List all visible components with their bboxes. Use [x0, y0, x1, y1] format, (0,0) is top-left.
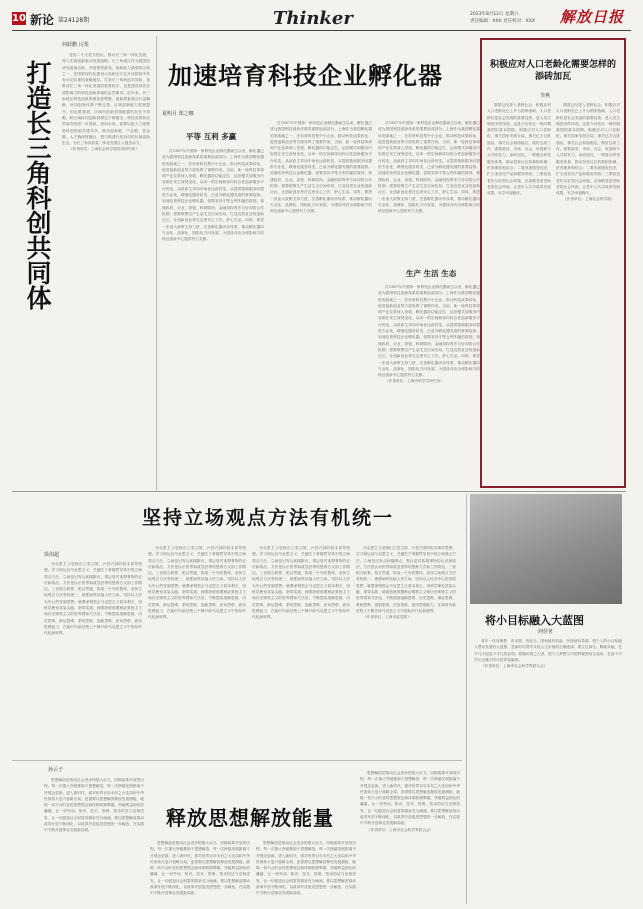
main-body-col-3: 自1987年中国第一家科技企业孵化器诞生以来，孵化器已成为我国科技创新体系的重要组成部分。上海作为我国孵化器的发源地之一，在培育科技型中小企业、推动科技成果转化、促进创新创业等方面发挥了重要作用。当前，新一轮科技革命和产业变革深入发展，孵化器的功能定位、运营模式和服务内容都在发生深刻变化。从单一的空间载体向综合性创新服务平台转变，从政府主导向市场化运营转变，从提供基础服务向提供专业化、精细化服务转变，已成为孵化器发展的重要趋势。加速培育科技企业孵化器，需要坚持平等互利多赢的原则，构建政府、企业、高校、科研院所、金融机构等多方协同的合作机制；需要统筹生产生活生态空间布局，打造宜居宜业的创新社区，让创新创业者在这里安心工作、舒心生活。同时，要进一步加大政策支持力度，完善孵化器评价体系，推动孵化器向专业化、品牌化、国际化方向发展，为建设具有全球影响力的科技创新中心提供有力支撑。: [378, 121, 480, 214]
release-body-col-1: 思想解放是推动社会进步的强大动力。回顾改革开放的历程，每一次重大突破都源于思想解放，每一次跨越发展都离不开观念更新。进入新时代，面对世界百年未有之大变局和中华民族伟大复兴战略全局，更需要以思想解放释放发展潜能，破除一切不合时宜的思想观念和体制机制弊端，突破利益固化的藩篱，让一切劳动、知识、技术、管理、资本的活力竞相迸发，让一切创造社会财富的源泉充分涌流。要以思想解放推动改革开放不断深化，以改革开放促进思想进一步解放，在实践中不断开创事业发展新局面。: [44, 778, 144, 833]
page-number-badge: 10: [12, 13, 26, 24]
release-body-col-4: 思想解放是推动社会进步的强大动力。回顾改革开放的历程，每一次重大突破都源于思想解放，每一次跨越发展都离不开观念更新。进入新时代，面对世界百年未有之大变局和中华民族伟大复兴战略全局，更需要以思想解放释放发展潜能，破除一切不合时宜的思想观念和体制机制弊端，突破利益固化的藩篱，让一切劳动、知识、技术、管理、资本的活力竞相迸发，让一切创造社会财富的源泉充分涌流。要以思想解放推动改革开放不断深化，以改革开放促进思想进一步解放，在实践中不断开创事业发展新局面。 （作者单位：上海市社会科学界联合会）: [360, 771, 460, 832]
column-divider-right: [466, 494, 467, 904]
newspaper-logo: 解放日报: [560, 8, 625, 26]
platform-article-body: 青年一代有理想、有本领、有担当，国家就有前途，民族就有希望。把个人的小目标融入国家发展的大蓝图，是新时代青年实现人生价值的正确选择。要立足岗位、脚踏实地，在平凡中创造不平凡的业绩；要胸怀国之大者，把个人梦想与中国梦紧密结合起来，在奋斗中书写无愧于时代的青春篇章。 （作者单位：上海市社会科学界联合会）: [474, 639, 622, 669]
stance-body-col-2: 马克思主义是我们立党立国、兴党兴国的根本指导思想。学习和运用马克思主义，关键在于掌握贯穿其中的立场观点方法。立场是出发点和落脚点，观点是对客观事物的认识和看法，方法是认识世界和改造世界的思维方式和工作路径。三者相互联系、相互贯通，构成一个有机整体。坚持立场观点方法有机统一，就要始终站稳人民立场，坚持以人民为中心的发展思想；就要深刻领会马克思主义基本观点，用科学理论武装头脑、指导实践；就要熟练掌握辩证唯物主义和历史唯物主义的世界观和方法论，不断提高战略思维、历史思维、辩证思维、系统思维、创新思维、法治思维、底线思维能力，在新时代新征程上不断开辟马克思主义中国化时代化新境界。: [148, 546, 246, 620]
stance-article-title: 坚持立场观点方法有机统一: [142, 507, 395, 529]
main-subhead-2: 生产 生活 生态: [406, 269, 457, 278]
main-body-col-3b: 自1987年中国第一家科技企业孵化器诞生以来，孵化器已成为我国科技创新体系的重要组成部分。上海作为我国孵化器的发源地之一，在培育科技型中小企业、推动科技成果转化、促进创新创业等方面发挥了重要作用。当前，新一轮科技革命和产业变革深入发展，孵化器的功能定位、运营模式和服务内容都在发生深刻变化。从单一的空间载体向综合性创新服务平台转变，从政府主导向市场化运营转变，从提供基础服务向提供专业化、精细化服务转变，已成为孵化器发展的重要趋势。加速培育科技企业孵化器，需要坚持平等互利多赢的原则，构建政府、企业、高校、科研院所、金融机构等多方协同的合作机制；需要统筹生产生活生态空间布局，打造宜居宜业的创新社区，让创新创业者在这里安心工作、舒心生活。同时，要进一步加大政策支持力度，完善孵化器评价体系，推动孵化器向专业化、品牌化、国际化方向发展，为建设具有全球影响力的科技创新中心提供有力支撑。 （作者单位：上海市科学学研究所）: [378, 285, 480, 384]
right-body-col-2: 我国已经进入老龄社会，积极应对人口老龄化已上升为国家战略。人口老龄化是社会发展的重要趋势，是人类文明进步的体现，也是今后较长一段时期我国的基本国情。积极应对人口老龄化，事关国家发展全局，事关亿万百姓福祉，事关社会和谐稳定。做好这项工作，需要政府、市场、社会、家庭和个人共同发力，添砖加瓦。一要健全养老服务体系，推动居家社区机构相协调、医养康养相结合；二要发展银发经济，扩大适老化产品和服务供给；三要营造老年友好型社会环境，弘扬敬老爱老助老的社会风尚，让老年人共享改革发展成果，安享幸福晚年。 （作者单位：上海社会科学院）: [556, 103, 620, 202]
header-date: 2023年8月12日 星期六: [470, 12, 519, 17]
main-article-title: 加速培育科技企业孵化器: [168, 61, 443, 90]
stance-article-author: 徐剑超: [44, 552, 60, 558]
right-body-col-1: 我国已经进入老龄社会，积极应对人口老龄化已上升为国家战略。人口老龄化是社会发展的重要趋势，是人类文明进步的体现，也是今后较长一段时期我国的基本国情。积极应对人口老龄化，事关国家发展全局，事关亿万百姓福祉，事关社会和谐稳定。做好这项工作，需要政府、市场、社会、家庭和个人共同发力，添砖加瓦。一要健全养老服务体系，推动居家社区机构相协调、医养康养相结合；二要发展银发经济，扩大适老化产品和服务供给；三要营造老年友好型社会环境，弘扬敬老爱老助老的社会风尚，让老年人共享改革发展成果，安享幸福晚年。: [487, 103, 551, 196]
lower-divider: [12, 760, 462, 761]
article-photo: [470, 494, 622, 604]
right-article-title: 积极应对人口老龄化需要怎样的添砖加瓦: [490, 60, 617, 82]
left-article-author: 何跃鹏 闫斐: [62, 42, 89, 48]
left-article-title: 打造长三角科创共同体: [23, 60, 52, 310]
platform-article-title: 将小目标融入大蓝图: [485, 614, 584, 627]
main-body-col-2: 自1987年中国第一家科技企业孵化器诞生以来，孵化器已成为我国科技创新体系的重要组成部分。上海作为我国孵化器的发源地之一，在培育科技型中小企业、推动科技成果转化、促进创新创业等方面发挥了重要作用。当前，新一轮科技革命和产业变革深入发展，孵化器的功能定位、运营模式和服务内容都在发生深刻变化。从单一的空间载体向综合性创新服务平台转变，从政府主导向市场化运营转变，从提供基础服务向提供专业化、精细化服务转变，已成为孵化器发展的重要趋势。加速培育科技企业孵化器，需要坚持平等互利多赢的原则，构建政府、企业、高校、科研院所、金融机构等多方协同的合作机制；需要统筹生产生活生态空间布局，打造宜居宜业的创新社区，让创新创业者在这里安心工作、舒心生活。同时，要进一步加大政策支持力度，完善孵化器评价体系，推动孵化器向专业化、品牌化、国际化方向发展，为建设具有全球影响力的科技创新中心提供有力支撑。: [270, 121, 372, 214]
header-rule: [12, 30, 631, 31]
brand-title: Thinker: [273, 8, 353, 29]
right-article-footer: （作者单位：上海社会科学院）: [563, 197, 615, 202]
header-editors: 责任编辑：XXX 责任校对：XXX: [470, 19, 535, 24]
main-subhead-1: 平等 互利 多赢: [186, 132, 237, 141]
left-article-body: 党的二十大报告指出，推动长三角一体化发展，深入实施创新驱动发展战略。长三角地区作为我国经济发展最活跃、开放程度最高、创新能力最强的区域之一，在国家现代化建设大局和全方位开放格局中具有举足轻重的战略地位。打造长三角科创共同体，是推动长三角一体化发展的重要抓手，也是建设具有全球影响力的科技创新高地的必然要求。近年来，长三角地区科技创新资源高度集聚，创新要素流动日益顺畅，协同创新体系不断完善，区域创新能力显著提升。但也要看到，区域内创新资源配置仍存在不均衡，跨区域协同创新机制还不够健全，科技成果转化效率有待进一步提高。面向未来，需要以更大力度推进科创资源共建共享，推动创新链、产业链、资金链、人才链深度融合，着力构建开放协同的区域创新生态，为长三角高质量一体化发展注入强劲动力。 （作者单位：上海社会科学院经济研究所）: [62, 53, 150, 152]
main-article-footer: （作者单位：上海市科学学研究所）: [385, 379, 444, 384]
main-body-col-1: 自1987年中国第一家科技企业孵化器诞生以来，孵化器已成为我国科技创新体系的重要组成部分。上海作为我国孵化器的发源地之一，在培育科技型中小企业、推动科技成果转化、促进创新创业等方面发挥了重要作用。当前，新一轮科技革命和产业变革深入发展，孵化器的功能定位、运营模式和服务内容都在发生深刻变化。从单一的空间载体向综合性创新服务平台转变，从政府主导向市场化运营转变，从提供基础服务向提供专业化、精细化服务转变，已成为孵化器发展的重要趋势。加速培育科技企业孵化器，需要坚持平等互利多赢的原则，构建政府、企业、高校、科研院所、金融机构等多方协同的合作机制；需要统筹生产生活生态空间布局，打造宜居宜业的创新社区，让创新创业者在这里安心工作、舒心生活。同时，要进一步加大政策支持力度，完善孵化器评价体系，推动孵化器向专业化、品牌化、国际化方向发展，为建设具有全球影响力的科技创新中心提供有力支撑。: [162, 149, 264, 242]
release-article-footer: （作者单位：上海市社会科学界联合会）: [367, 827, 434, 832]
stance-body-col-4: 马克思主义是我们立党立国、兴党兴国的根本指导思想。学习和运用马克思主义，关键在于掌握贯穿其中的立场观点方法。立场是出发点和落脚点，观点是对客观事物的认识和看法，方法是认识世界和改造世界的思维方式和工作路径。三者相互联系、相互贯通，构成一个有机整体。坚持立场观点方法有机统一，就要始终站稳人民立场，坚持以人民为中心的发展思想；就要深刻领会马克思主义基本观点，用科学理论武装头脑、指导实践；就要熟练掌握辩证唯物主义和历史唯物主义的世界观和方法论，不断提高战略思维、历史思维、辩证思维、系统思维、创新思维、法治思维、底线思维能力，在新时代新征程上不断开辟马克思主义中国化时代化新境界。 （作者单位：上海市委党校）: [356, 546, 456, 620]
release-article-title: 释放思想解放能量: [166, 806, 334, 830]
stance-article-footer: （作者单位：上海市委党校）: [363, 615, 411, 620]
platform-article-author: 何佳茗: [538, 629, 554, 635]
stance-body-col-3: 马克思主义是我们立党立国、兴党兴国的根本指导思想。学习和运用马克思主义，关键在于掌握贯穿其中的立场观点方法。立场是出发点和落脚点，观点是对客观事物的认识和看法，方法是认识世界和改造世界的思维方式和工作路径。三者相互联系、相互贯通，构成一个有机整体。坚持立场观点方法有机统一，就要始终站稳人民立场，坚持以人民为中心的发展思想；就要深刻领会马克思主义基本观点，用科学理论武装头脑、指导实践；就要熟练掌握辩证唯物主义和历史唯物主义的世界观和方法论，不断提高战略思维、历史思维、辩证思维、系统思维、创新思维、法治思维、底线思维能力，在新时代新征程上不断开辟马克思主义中国化时代化新境界。: [252, 546, 350, 620]
issue-number: 第24128期: [58, 17, 90, 24]
section-divider: [12, 491, 626, 492]
column-divider: [156, 36, 157, 491]
left-article-footer: （作者单位：上海社会科学院经济研究所）: [69, 147, 140, 152]
release-body-col-3: 思想解放是推动社会进步的强大动力。回顾改革开放的历程，每一次重大突破都源于思想解放，每一次跨越发展都离不开观念更新。进入新时代，面对世界百年未有之大变局和中华民族伟大复兴战略全局，更需要以思想解放释放发展潜能，破除一切不合时宜的思想观念和体制机制弊端，突破利益固化的藩篱，让一切劳动、知识、技术、管理、资本的活力竞相迸发，让一切创造社会财富的源泉充分涌流。要以思想解放推动改革开放不断深化，以改革开放促进思想进一步解放，在实践中不断开创事业发展新局面。: [256, 841, 356, 896]
right-article-author: 李燕: [540, 93, 551, 99]
release-body-col-2: 思想解放是推动社会进步的强大动力。回顾改革开放的历程，每一次重大突破都源于思想解放，每一次跨越发展都离不开观念更新。进入新时代，面对世界百年未有之大变局和中华民族伟大复兴战略全局，更需要以思想解放释放发展潜能，破除一切不合时宜的思想观念和体制机制弊端，突破利益固化的藩篱，让一切劳动、知识、技术、管理、资本的活力竞相迸发，让一切创造社会财富的源泉充分涌流。要以思想解放推动改革开放不断深化，以改革开放促进思想进一步解放，在实践中不断开创事业发展新局面。: [150, 841, 250, 896]
release-article-author: 孙云子: [48, 767, 64, 773]
stance-body-col-1: 马克思主义是我们立党立国、兴党兴国的根本指导思想。学习和运用马克思主义，关键在于掌握贯穿其中的立场观点方法。立场是出发点和落脚点，观点是对客观事物的认识和看法，方法是认识世界和改造世界的思维方式和工作路径。三者相互联系、相互贯通，构成一个有机整体。坚持立场观点方法有机统一，就要始终站稳人民立场，坚持以人民为中心的发展思想；就要深刻领会马克思主义基本观点，用科学理论武装头脑、指导实践；就要熟练掌握辩证唯物主义和历史唯物主义的世界观和方法论，不断提高战略思维、历史思维、辩证思维、系统思维、创新思维、法治思维、底线思维能力，在新时代新征程上不断开辟马克思主义中国化时代化新境界。: [44, 562, 142, 636]
main-article-author: 夏明月 郑之娜: [162, 111, 194, 117]
platform-article-footer: （作者单位：上海市社会科学界联合会）: [481, 664, 548, 669]
section-title: 新论: [30, 13, 55, 27]
